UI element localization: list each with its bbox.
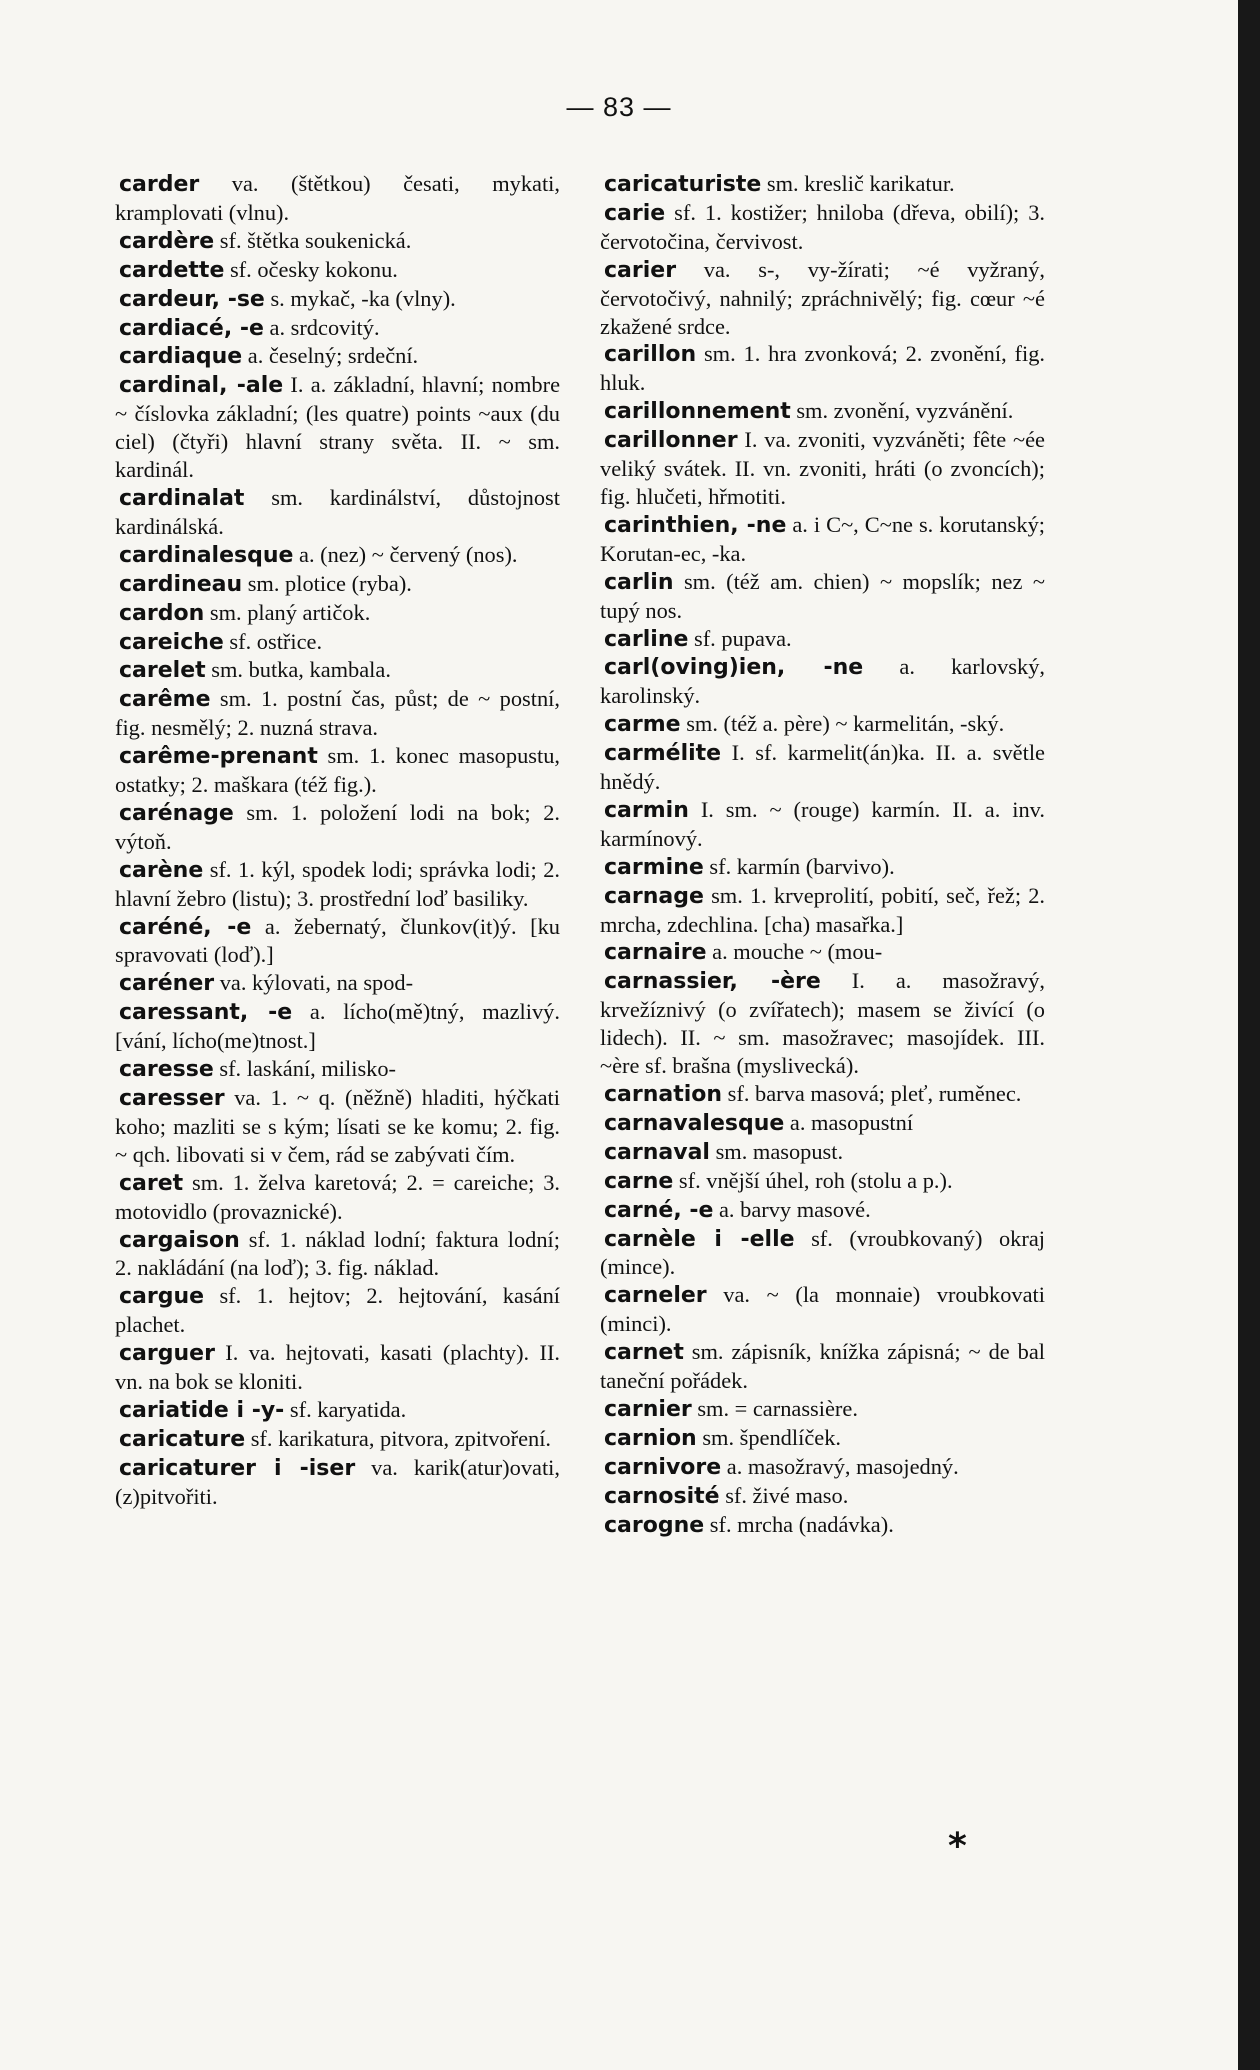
- definition: sm. zápisník, knížka zápisná; ~ de bal taneční pořádek.: [600, 1339, 1045, 1394]
- definition: sf. pupava.: [688, 625, 792, 651]
- dictionary-entry: [115, 856, 560, 913]
- headword: cardinalesque: [119, 542, 294, 568]
- headword: carme: [604, 712, 681, 738]
- definition: sf. karmín (barvivo).: [703, 853, 895, 879]
- dictionary-entry: [115, 314, 560, 343]
- headword: carême-prenant: [119, 744, 318, 770]
- dictionary-entry: [600, 1424, 1045, 1453]
- headword: caricaturiste: [604, 172, 762, 197]
- headword: cargue: [119, 1284, 205, 1310]
- definition: I. va. zvoniti, vyzváněti; fête ~ée veliký svátek. II. vn. zvoniti, hráti (o zvoncích); fig. hlučeti, hřmotiti.: [600, 427, 1045, 509]
- dictionary-entry: [600, 710, 1045, 739]
- headword: caréner: [119, 971, 215, 997]
- dictionary-entry: [115, 342, 560, 371]
- dictionary-entry: [600, 967, 1045, 1080]
- definition: sm. planý artičok.: [204, 599, 371, 625]
- definition: sm. kardinálství, důstojnost kardinálská.: [115, 484, 560, 539]
- dictionary-entry: [600, 1395, 1045, 1424]
- definition: sm. 1. želva karetová; 2. = careiche; 3. motovidlo (provaznické).: [115, 1169, 560, 1224]
- dictionary-entry: [115, 256, 560, 285]
- definition: va. kýlovati, na spod-: [214, 970, 414, 996]
- headword: cargaison: [119, 1227, 240, 1253]
- headword: carier: [604, 257, 677, 283]
- headword: carnèle i -elle: [604, 1226, 795, 1252]
- headword: carnet: [604, 1340, 684, 1366]
- definition: sf. karyatida.: [284, 1396, 407, 1422]
- definition: sf. ostřice.: [223, 628, 323, 654]
- dictionary-entry: [115, 170, 560, 227]
- headword: caressant, -e: [119, 1000, 293, 1026]
- dictionary-entry: [115, 998, 560, 1055]
- headword: carnassier, -ère: [604, 969, 821, 995]
- dictionary-entry: [600, 882, 1045, 939]
- dictionary-entry: [115, 685, 560, 742]
- dictionary-entry: [600, 1138, 1045, 1167]
- dictionary-entry: [600, 853, 1045, 882]
- headword: cardinal, -ale: [119, 373, 284, 399]
- dictionary-entry: [600, 1511, 1045, 1540]
- headword: cardeur, -se: [119, 286, 265, 312]
- headword: carneler: [604, 1283, 707, 1309]
- dictionary-entry: [600, 1453, 1045, 1482]
- headword: caréné, -e: [119, 914, 252, 940]
- definition: I. sm. ~ (rouge) karmín. II. a. inv. karmínový.: [600, 796, 1045, 851]
- headword: carmin: [604, 797, 689, 823]
- dictionary-entry: [115, 1084, 560, 1169]
- definition: sm. 1. hra zvonková; 2. zvonění, fig. hluk.: [600, 341, 1045, 396]
- definition: sm. (též am. chien) ~ mopslík; nez ~ tupý nos.: [600, 568, 1045, 623]
- definition: a. masopustní: [784, 1109, 914, 1135]
- headword: caresse: [119, 1057, 214, 1083]
- dictionary-entry: [115, 1454, 560, 1511]
- definition: sm. butka, kambala.: [205, 657, 391, 683]
- dictionary-entry: [115, 1226, 560, 1283]
- dictionary-entry: [600, 625, 1045, 654]
- definition: I. va. hejtovati, kasati (plachty). II. vn. na bok se kloniti.: [115, 1340, 560, 1395]
- dictionary-entry: [600, 511, 1045, 568]
- dictionary-entry: [600, 1225, 1045, 1282]
- definition: va. (štětkou) česati, mykati, kramplovati (vlnu).: [115, 171, 560, 225]
- definition: sm. plotice (ryba).: [242, 570, 412, 596]
- definition: sm. = carnassière.: [691, 1395, 858, 1421]
- headword: careiche: [119, 629, 224, 655]
- headword: carnavalesque: [604, 1110, 785, 1136]
- dictionary-entry: [115, 628, 560, 657]
- headword: carguer: [119, 1341, 215, 1367]
- definition: I. a. základní, hlavní; nombre ~ číslovka základní; (les quatre) points ~aux (du ciel) (čtyři) hlavní strany světa. II. ~ sm. kardinál.: [115, 372, 561, 483]
- definition: va. karik(atur)ovati, (z)pitvořiti.: [115, 1454, 560, 1509]
- dictionary-entry: [115, 1282, 560, 1339]
- headword: carillonner: [604, 428, 738, 454]
- dictionary-entry: [600, 397, 1045, 426]
- definition: sm. 1. krveprolití, pobití, seč, řež; 2. mrcha, zdechlina. [cha) masařka.]: [600, 882, 1045, 937]
- dictionary-entry: [115, 371, 560, 484]
- definition: sm. 1. konec masopustu, ostatky; 2. maškara (též fig.).: [115, 743, 560, 798]
- definition: a. karlovský, karolinský.: [600, 654, 1045, 709]
- headword: carie: [604, 200, 666, 226]
- definition: a. mouche ~ (mou-: [706, 939, 883, 965]
- definition: va. s-, vy-žírati; ~é vyžraný, červotočivý, nahnilý; zpráchnivělý; fig. cœur ~é zkažené srdce.: [600, 256, 1045, 339]
- definition: I. sf. karmelit(án)ka. II. a. světle hnědý.: [600, 740, 1045, 795]
- definition: a. žebernatý, člunkov(it)ý. [ku spravovati (loď).]: [115, 913, 560, 968]
- definition: sf. štětka soukenická.: [214, 227, 412, 253]
- dictionary-entry: [600, 1338, 1045, 1395]
- definition: sm. kreslič karikatur.: [761, 171, 955, 196]
- definition: sf. 1. kostižer; hniloba (dřeva, obilí); 3. červotočina, červivost.: [600, 199, 1045, 254]
- dictionary-entry: [115, 913, 560, 970]
- definition: sf. 1. hejtov; 2. hejtování, kasání plachet.: [115, 1283, 560, 1338]
- headword: carline: [604, 626, 689, 652]
- headword: caricature: [119, 1426, 246, 1452]
- definition: a. barvy masové.: [713, 1196, 871, 1222]
- headword: carné, -e: [604, 1197, 714, 1223]
- headword: cardinalat: [119, 485, 245, 511]
- dictionary-entry: [115, 1425, 560, 1454]
- dictionary-entry: [115, 969, 560, 998]
- dictionary-entry: [600, 1482, 1045, 1511]
- definition: I. a. masožravý, krvežíznivý (o zvířatech); masem se živící (o lidech). II. ~ sm. masožravec; masojídek. III. ~ère sf. brašna (myslivecká).: [600, 968, 1046, 1079]
- headword: cardette: [119, 257, 225, 283]
- headword: carnier: [604, 1396, 692, 1422]
- headword: caresser: [119, 1086, 225, 1111]
- definition: a. (nez) ~ červený (nos).: [293, 541, 518, 567]
- headword: carnivore: [604, 1454, 722, 1480]
- definition: a. srdcovitý.: [263, 314, 380, 340]
- headword: cariatide i -y-: [119, 1397, 285, 1423]
- dictionary-entry: [115, 570, 560, 599]
- dictionary-entry: [600, 568, 1045, 625]
- dictionary-entry: [115, 1339, 560, 1396]
- dictionary-entry: [600, 199, 1045, 256]
- dictionary-entry: [115, 656, 560, 685]
- definition: sf. očesky kokonu.: [224, 256, 398, 282]
- headword: caricaturer i -iser: [119, 1455, 356, 1481]
- headword: cardiaque: [119, 344, 243, 370]
- definition: sm. masopust.: [709, 1138, 844, 1164]
- left-column: [115, 170, 560, 1511]
- headword: carnion: [604, 1425, 697, 1451]
- headword: carnosité: [604, 1483, 720, 1509]
- right-column: [600, 170, 1045, 1540]
- definition: s. mykač, -ka (vlny).: [264, 285, 456, 311]
- dictionary-entry: [600, 340, 1045, 397]
- headword: carène: [119, 857, 204, 883]
- headword: carlin: [604, 569, 674, 595]
- dictionary-entry: [115, 285, 560, 314]
- definition: sm. špendlíček.: [696, 1424, 841, 1450]
- dictionary-entry: [600, 1167, 1045, 1196]
- headword: carder: [119, 172, 200, 197]
- dictionary-entry: [115, 541, 560, 570]
- headword: cardon: [119, 600, 205, 626]
- definition: a. i C~, C~ne s. korutanský; Korutan-ec, -ka.: [600, 511, 1045, 566]
- definition: sf. 1. kýl, spodek lodi; správka lodi; 2. hlavní žebro (listu); 3. prostřední loď basiliky.: [115, 856, 560, 911]
- headword: carl(oving)ien, -ne: [604, 655, 864, 681]
- definition: sf. karikatura, pitvora, zpitvoření.: [245, 1425, 552, 1451]
- headword: carinthien, -ne: [604, 512, 787, 538]
- dictionary-entry: [600, 1080, 1045, 1109]
- dictionary-entry: [600, 653, 1045, 710]
- end-mark: *: [948, 1826, 967, 1867]
- headword: cardineau: [119, 571, 243, 597]
- dictionary-entry: [600, 739, 1045, 796]
- definition: sm. 1. postní čas, půst; de ~ postní, fig. nesmělý; 2. nuzná strava.: [115, 686, 560, 741]
- headword: carnage: [604, 883, 704, 909]
- headword: carnation: [604, 1082, 723, 1107]
- dictionary-entry: [600, 170, 1045, 199]
- headword: carnaval: [604, 1139, 710, 1165]
- dictionary-entry: [115, 799, 560, 856]
- headword: cardiacé, -e: [119, 315, 264, 341]
- dictionary-entry: [600, 1196, 1045, 1225]
- headword: carmélite: [604, 741, 722, 767]
- headword: carnaire: [604, 940, 707, 966]
- definition: sm. zvonění, vyzvánění.: [790, 398, 1014, 424]
- headword: caret: [119, 1170, 184, 1196]
- definition: va. ~ (la monnaie) vroubkovati (minci).: [600, 1282, 1045, 1337]
- definition: sf. (vroubkovaný) okraj (mince).: [600, 1225, 1045, 1280]
- dictionary-entry: [115, 227, 560, 256]
- definition: sm. 1. položení lodi na bok; 2. výtoň.: [115, 799, 560, 854]
- definition: a. lícho(mě)tný, mazlivý. [vání, lícho(me)tnost.]: [115, 999, 560, 1054]
- headword: carillonnement: [604, 399, 791, 425]
- dictionary-entry: [115, 1055, 560, 1084]
- definition: sf. 1. náklad lodní; faktura lodní; 2. nakládání (na loď); 3. fig. náklad.: [115, 1226, 560, 1281]
- definition: a. masožravý, masojedný.: [721, 1453, 959, 1479]
- headword: carême: [119, 687, 211, 713]
- definition: sf. barva masová; pleť, ruměnec.: [722, 1081, 1022, 1106]
- dictionary-entry: [115, 599, 560, 628]
- dictionary-entry: [600, 426, 1045, 511]
- headword: carelet: [119, 658, 206, 684]
- dictionary-entry: [115, 742, 560, 799]
- definition: sf. vnější úhel, roh (stolu a p.).: [673, 1167, 953, 1193]
- definition: sf. mrcha (nadávka).: [704, 1511, 894, 1537]
- page-number: — 83 —: [566, 92, 672, 122]
- definition: sm. (též a. père) ~ karmelitán, -ský.: [680, 711, 1005, 737]
- dictionary-entry: [115, 484, 560, 541]
- definition: va. 1. ~ q. (něžně) hladiti, hýčkati koho; mazliti se s kým; lísati se ke komu; 2. fig. ~ qch. libovati si v čem, rád se zabývati čím.: [115, 1085, 560, 1167]
- dictionary-entry: [115, 1396, 560, 1425]
- dictionary-entry: [600, 256, 1045, 341]
- headword: carénage: [119, 800, 234, 826]
- dictionary-entry: [600, 938, 1045, 967]
- headword: carillon: [604, 342, 697, 368]
- headword: carogne: [604, 1512, 705, 1538]
- dictionary-entry: [600, 796, 1045, 853]
- definition: sf. živé maso.: [719, 1482, 849, 1508]
- dictionary-entry: [600, 1281, 1045, 1338]
- headword: carne: [604, 1168, 674, 1194]
- dictionary-entry: [600, 1109, 1045, 1138]
- headword: cardère: [119, 228, 215, 254]
- definition: a. česelný; srdeční.: [242, 343, 419, 369]
- dictionary-entry: [115, 1169, 560, 1226]
- headword: carmine: [604, 854, 704, 880]
- definition: sf. laskání, milisko-: [213, 1056, 397, 1082]
